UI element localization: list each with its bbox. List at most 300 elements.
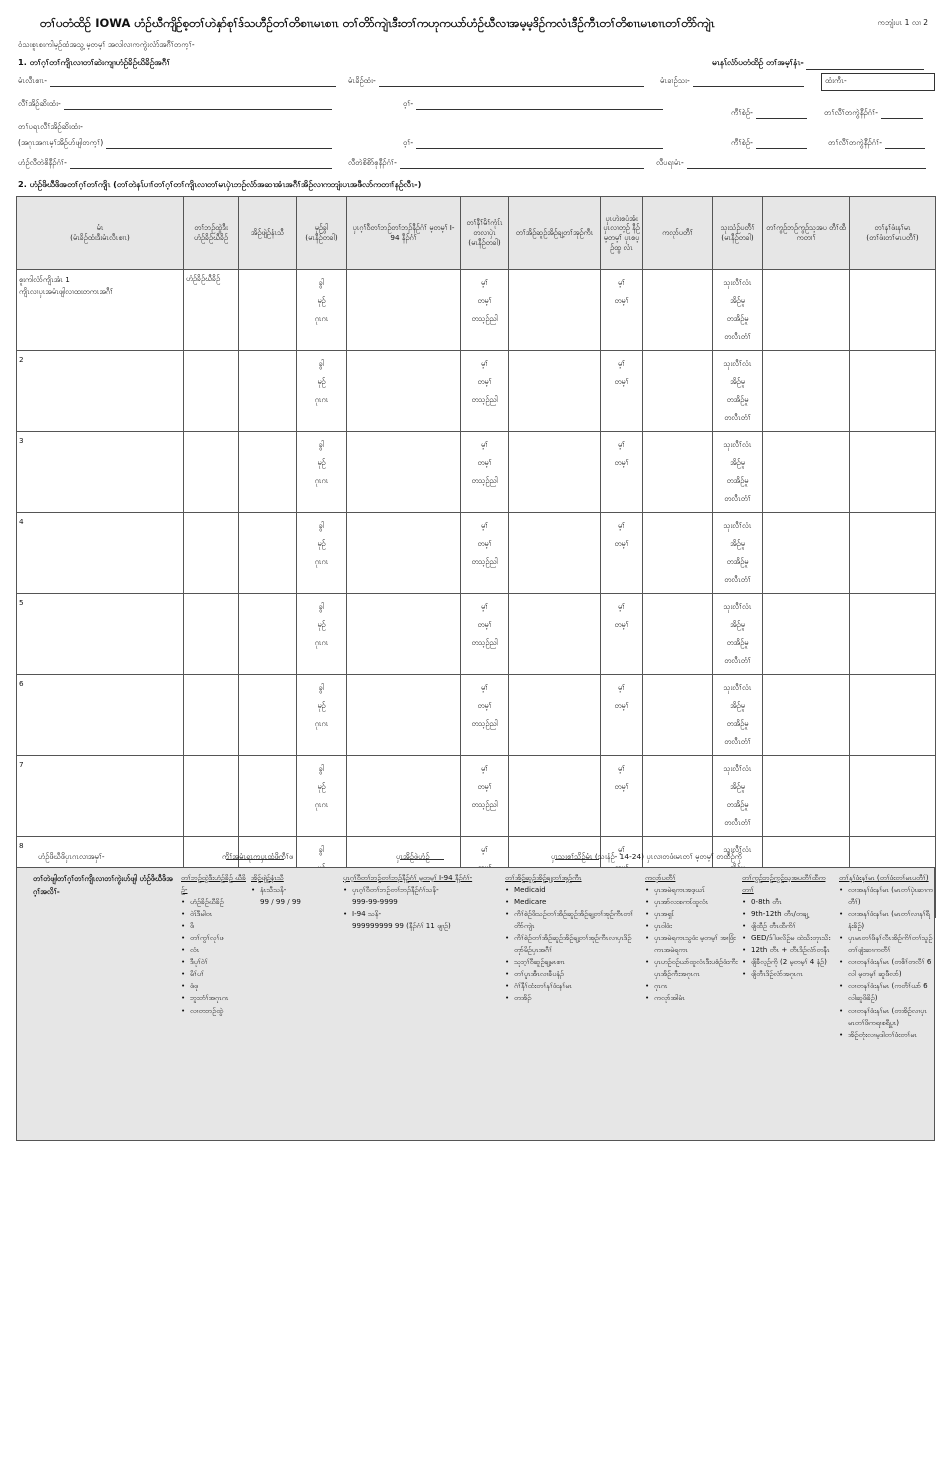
military-option[interactable]: တအိဉ်မူ: [726, 395, 749, 404]
footer-youth-line[interactable]: [555, 852, 599, 860]
first-name-field[interactable]: [348, 76, 644, 87]
legend-ssn-heading: ပှၤဂ့ၢ်ဝီတၢ်ဘဉ်တၢ်ဘၣ်နီဉ်ဂံၢ် မ့တမ့ၢ် I-94 နီၣ်ဂံၢ်-: [343, 873, 473, 882]
legend-health: [505, 872, 641, 1005]
citizen-cell[interactable]: [461, 594, 509, 675]
legend-race-item: • ပှၤအာ်လးစကၤ်ထူလံၤ: [645, 896, 741, 908]
zip-line-1[interactable]: [881, 110, 923, 119]
mailing-address-note: (အဂုၤအဂၤမ့ၢ်အိဉ်ဟ်ဖျါတက့ၢ်): [18, 138, 104, 147]
sex-option[interactable]: ဂုၤဂၤ: [314, 314, 329, 323]
employment-cell[interactable]: [850, 594, 936, 675]
hispanic-option[interactable]: တမ့ၢ်: [614, 539, 629, 548]
sex-option[interactable]: မုဉ်: [317, 782, 326, 791]
education-cell[interactable]: [763, 351, 850, 432]
race-cell[interactable]: [643, 594, 713, 675]
employment-cell[interactable]: [850, 270, 936, 351]
table-row: [17, 513, 936, 594]
col-header-citizen: တၢ်နီၢ်မိၢ်ကုံၤ်ၤ တလၢပှဲၤ (မၤနီဉ်တခါ): [461, 197, 509, 270]
ssn-cell[interactable]: [347, 432, 461, 513]
dob-cell[interactable]: [239, 351, 297, 432]
military-option[interactable]: သုးလီၢ်လံၤ: [723, 440, 752, 449]
name-cell[interactable]: [17, 270, 184, 351]
table-row: [17, 756, 936, 837]
hispanic-option[interactable]: တမ့ၢ်: [614, 458, 629, 467]
footer-language-line[interactable]: [226, 852, 284, 860]
legend-relationship-item: • ဖိ: [181, 920, 249, 932]
address-label: လီၢ်အိဉ်ဆိးထံး-: [18, 99, 61, 108]
zip-label-2: တၢ်လီၢ်တကွဲနီၣ်ဂံၢ်-: [828, 138, 883, 147]
citizen-option[interactable]: မ့ၢ်: [480, 521, 489, 530]
military-option[interactable]: အိဉ်မူ: [730, 296, 745, 305]
legend-employment-item: • လၢတနၢ်ဖံးနၢ်မၤ (တအိဉ်လၢပှၤမၤတၢ်ဖိကရၢစရီပူၤ): [839, 1005, 933, 1029]
col-header-race: ကလုာ်ပတီၢ်: [643, 197, 713, 270]
last-name-field[interactable]: [18, 76, 336, 87]
email-field[interactable]: [656, 158, 926, 169]
legend-health-item: • တၢ်ပူၤအီၤလၢခီပနံၣ်: [505, 968, 641, 980]
hispanic-option[interactable]: တမ့ၢ်: [614, 782, 629, 791]
citizen-cell[interactable]: [461, 675, 509, 756]
hispanic-cell[interactable]: [601, 675, 643, 756]
email-label: လီပရၢမံၤ-: [656, 158, 684, 167]
ssn-cell[interactable]: [347, 675, 461, 756]
military-cell[interactable]: [713, 513, 763, 594]
ssn-cell[interactable]: [347, 270, 461, 351]
dob-cell[interactable]: [239, 432, 297, 513]
citizen-option[interactable]: တသ့ဉ်ညါ: [471, 557, 498, 566]
state-line-2[interactable]: [756, 140, 807, 149]
sex-option[interactable]: မုဉ်: [317, 458, 326, 467]
dob-cell[interactable]: [239, 270, 297, 351]
legend-relationship-heading: တၢ်ဘဉ်ထွဲဒီးဟံဉ်ခိဉ် ဃီခိဉ်-: [181, 873, 246, 895]
hispanic-option[interactable]: တမ့ၢ်: [614, 620, 629, 629]
col-header-education: တၢ်ကွဉ်ဘဉ်ကွဉ်သ့အပ တီၢ်ထီကတၢၢ်: [763, 197, 850, 270]
footer-people-line[interactable]: [400, 852, 444, 860]
relationship-cell[interactable]: [184, 594, 239, 675]
military-option[interactable]: တလီၤတံၢ်: [724, 413, 751, 422]
legend-health-item: • ကိၢ်စဲဉ်တၢ်အိဉ်ဆူဉ်အိဉ်ချ့တၢ်အုဉ်ကီၤလၢပှၤဒိဉ်တုာ်မိဉ်ပှၤအဂီၢ်: [505, 932, 641, 956]
state-field-1[interactable]: [731, 108, 807, 119]
military-option[interactable]: တလီၤတံၢ်: [724, 494, 751, 503]
sex-cell[interactable]: [297, 756, 347, 837]
legend-education-item: • 12th တီၤ + တီၤဒိဉ်လံာ်တနီၤ: [742, 944, 834, 956]
race-cell[interactable]: [643, 756, 713, 837]
last-name-line[interactable]: [50, 78, 336, 87]
education-cell[interactable]: [763, 594, 850, 675]
military-option[interactable]: တအိဉ်မူ: [726, 800, 749, 809]
health-cell[interactable]: [509, 432, 601, 513]
relationship-value: ဟံဉ်ခိဉ်ဃီခိဉ်: [186, 274, 221, 283]
citizen-option[interactable]: မ့ၢ်: [480, 602, 489, 611]
row-number: 5: [19, 598, 24, 607]
employment-cell[interactable]: [850, 432, 936, 513]
state-line-1[interactable]: [756, 110, 807, 119]
military-option[interactable]: တအိဉ်မူ: [726, 557, 749, 566]
legend-dob-item: • နံၤသီသနိ-: [251, 884, 335, 896]
first-name-label: မံၤခိဉ်ထံး-: [348, 76, 376, 85]
military-cell[interactable]: [713, 351, 763, 432]
sex-option[interactable]: ခွါ: [318, 359, 325, 368]
citizen-option[interactable]: တမ့ၢ်: [477, 782, 492, 791]
legend-education-item: • GED/ဒ်ါဖလိဉ်မ ထဲသိးတုၤသိး: [742, 932, 834, 944]
citizen-option[interactable]: တသ့ဉ်ညါ: [471, 314, 498, 323]
military-option[interactable]: တလီၤတံၢ်: [724, 332, 751, 341]
citizen-option[interactable]: မ့ၢ်: [480, 683, 489, 692]
table-row: [17, 675, 936, 756]
citizen-option[interactable]: မ့ၢ်: [480, 440, 489, 449]
mailing-address-label: တၢ်ပရၤလီၢ်အိဉ်ဆိးထံး-: [18, 122, 83, 131]
legend-relationship-item: • ဟံဉ်ခိဉ်ဃီခိဉ်: [181, 896, 249, 908]
citizen-option[interactable]: တသ့ဉ်ညါ: [471, 395, 498, 404]
citizen-option[interactable]: တသ့ဉ်ညါ: [471, 719, 498, 728]
military-option[interactable]: သုးလီၢ်လံၤ: [723, 521, 752, 530]
sex-cell[interactable]: [297, 675, 347, 756]
legend-health-item: • သုးဂ့ၢ်ဝီဆူဉ်ချ့မၤစၢၤ: [505, 956, 641, 968]
military-option[interactable]: တလီၤတံၢ်: [724, 656, 751, 665]
dob-cell[interactable]: [239, 756, 297, 837]
citizen-option[interactable]: တမ့ၢ်: [477, 620, 492, 629]
military-option[interactable]: တအိဉ်မူ: [726, 638, 749, 647]
case-number-line[interactable]: [806, 60, 924, 70]
middle-name-label: မံၤခၢဉ်သး-: [660, 76, 690, 85]
military-cell[interactable]: [713, 594, 763, 675]
employment-cell[interactable]: [850, 351, 936, 432]
health-cell[interactable]: [509, 594, 601, 675]
sex-option[interactable]: ဂုၤဂၤ: [314, 557, 329, 566]
hispanic-cell[interactable]: [601, 513, 643, 594]
home-phone-label: ဟံဉ်လီတဲစိနီၣ်ဂံၢ်-: [18, 158, 67, 167]
col-header-name: မံၤ (မံၤခိဉ်ထံးဒီးမံၤလီၤစၢၤ): [17, 197, 184, 270]
hispanic-cell[interactable]: [601, 594, 643, 675]
hispanic-option[interactable]: တမ့ၢ်: [614, 296, 629, 305]
table-header-row: [17, 197, 936, 270]
legend-relationship-item: • လၢတဘဉ်ထွဲ: [181, 1005, 249, 1017]
military-option[interactable]: တအိဉ်မူ: [726, 476, 749, 485]
hispanic-cell[interactable]: [601, 351, 643, 432]
citizen-option[interactable]: တမ့ၢ်: [477, 296, 492, 305]
legend-education-item: • ဖျိခီလ့ဉ်ကို (2 မ့တမ့ၢ် 4 နံဉ်): [742, 956, 834, 968]
home-phone-field[interactable]: [18, 158, 332, 169]
hispanic-option[interactable]: မ့ၢ်: [617, 602, 626, 611]
military-option[interactable]: တလီၤတံၢ်: [724, 737, 751, 746]
dob-cell[interactable]: [239, 594, 297, 675]
citizen-option[interactable]: တမ့ၢ်: [477, 458, 492, 467]
health-cell[interactable]: [509, 270, 601, 351]
section-2-heading: 2. ဟံဉ်ဖိဃီဖိအတၢ်ဂ့ၢ်တၢ်ကျိၤ (တၢ်တဲနၤ်ပၢၢ်တၢ်ဂ့ၢ်တၢ်ကျိၤလၢတၢ်မၤပှဲၤဘဉ်လံာ်အဆၢအံၤအဂီၢ်အိဉ်လၢကဘျံးပၤအဖီလာ်ကတၢၢ်နဉ်လီၤ-): [18, 179, 422, 189]
citizen-option[interactable]: တမ့ၢ်: [477, 701, 492, 710]
legend-intro: တၢ်တဲဖျါတၢ်ဂ့ၢ်တၢ်ကျိၤလၢတၢ်ကွဲးဟ်ဖျါ ဟံဉ်ဖိဃီဖိအဂ့ၢ်အလိၢ်-: [33, 874, 173, 897]
relationship-cell[interactable]: [184, 270, 239, 351]
address-line[interactable]: [64, 101, 332, 110]
legend-employment: [839, 872, 933, 1041]
citizen-option[interactable]: မ့ၢ်: [480, 845, 489, 854]
name-cell[interactable]: [17, 513, 184, 594]
legend-race: [645, 872, 741, 1005]
legend-employment-item: • လၢတနၢ်ဖံးနၢ်မၤ (ကတိၢ်ယာ် 6 လါဆူဖိခိဉ်): [839, 980, 933, 1004]
email-line[interactable]: [687, 160, 926, 169]
sex-option[interactable]: ခွါ: [318, 278, 325, 287]
row-number: 3: [19, 436, 24, 445]
military-option[interactable]: တအိဉ်မူ: [726, 719, 749, 728]
work-phone-field[interactable]: [348, 158, 644, 169]
legend-health-item: • ဂံၢ်နီၢ်ထံးတၢ်နၢ်ဖံးနၢ်မၤ: [505, 980, 641, 992]
relationship-cell[interactable]: [184, 513, 239, 594]
legend-relationship-item: • လံၤ: [181, 944, 249, 956]
citizen-option[interactable]: မ့ၢ်: [480, 278, 489, 287]
col-header-relationship: တၢ်ဘဉ်ထွဲဒီး ဟံဉ်ခိဉ်ဃီခိဉ်: [184, 197, 239, 270]
ssn-cell[interactable]: [347, 756, 461, 837]
table-row: [17, 351, 936, 432]
city-label-2: ဝ့ၢ်-: [403, 138, 414, 147]
military-option[interactable]: တအိဉ်မူ: [726, 314, 749, 323]
col-header-dob: အိဉ်ဖျဲဉ်နံၤသီ: [239, 197, 297, 270]
military-option[interactable]: အိဉ်မူ: [730, 782, 745, 791]
sex-option[interactable]: မုဉ်: [317, 377, 326, 386]
footer-youth-label: ပှၤသးစၢ်သိဉ်မံၤ (သးနံဉ်- 14-24) ပှၤလၢတဖံးမၤတၢ် မ့တမ့ၢ် တထိဉ်ကို: [551, 852, 742, 861]
zip-field-1[interactable]: [824, 108, 923, 119]
hispanic-option[interactable]: မ့ၢ်: [617, 683, 626, 692]
military-option[interactable]: အိဉ်မူ: [730, 620, 745, 629]
legend-race-list: [645, 884, 741, 1004]
col-header-health: တၢ်အိဉ်ဆူဉ်အိဉ်ချ့တၢ်အုဉ်ကီၤ: [509, 197, 601, 270]
legend-race-item: • ပှၤအရှၤ်: [645, 908, 741, 920]
sex-option[interactable]: မုဉ်: [317, 296, 326, 305]
legend-employment-item: • လၢအနၢ်ဖံးနၢ်မၤ (မၤတၢ်လၢနၢ်ရီနံးခိဉ်): [839, 908, 933, 932]
table-row: [17, 270, 936, 351]
name-cell[interactable]: [17, 351, 184, 432]
name-cell[interactable]: [17, 594, 184, 675]
education-cell[interactable]: [763, 270, 850, 351]
legend-health-heading: တၢ်အိဉ်ဆူဉ်အိဉ်ချ့တၢ်အုဉ်ကီၤ: [505, 873, 582, 882]
military-option[interactable]: အိဉ်မူ: [730, 539, 745, 548]
citizen-option[interactable]: တသ့ဉ်ညါ: [471, 800, 498, 809]
first-name-line[interactable]: [379, 78, 644, 87]
sex-cell[interactable]: [297, 513, 347, 594]
military-option[interactable]: သုးလီၢ်လံၤ: [723, 764, 752, 773]
city-field-1[interactable]: [403, 99, 663, 110]
citizen-option[interactable]: တသ့ဉ်ညါ: [471, 476, 498, 485]
hispanic-option[interactable]: မ့ၢ်: [617, 764, 626, 773]
legend-employment-list: [839, 884, 933, 1041]
citizen-cell[interactable]: [461, 513, 509, 594]
zip-label-1: တၢ်လီၢ်တကွဲနီၣ်ဂံၢ်-: [824, 108, 879, 117]
work-phone-label: လီတဲစိစိာ်စုနီၣ်ဂံၢ်-: [348, 158, 397, 167]
legend-race-item: • ပှၤဟဉ်ဝဉ်ယာ်ထူလံၤဒီးပစံဉ်ဖံးကီးပှၤအိဉ်ကီးအဂုၤဂၤ: [645, 956, 741, 980]
education-cell[interactable]: [763, 756, 850, 837]
military-option[interactable]: သုးလီၢ်လံၤ: [723, 845, 752, 854]
legend-education-heading: တၢ်ကွဉ်ဘဉ်ကွဉ်သ့အပတီၢ်ထီကတၢၢ်: [742, 873, 826, 895]
sex-option[interactable]: ခွါ: [318, 602, 325, 611]
military-option[interactable]: တလီၤတံၢ်: [724, 818, 751, 827]
row-example-note: ကျိၤလၢပှၤအမံၤဖျါလၢထးတကၤအဂီၢ်: [19, 286, 114, 296]
dob-cell[interactable]: [239, 675, 297, 756]
dob-cell[interactable]: [239, 513, 297, 594]
hispanic-cell[interactable]: [601, 270, 643, 351]
hispanic-option[interactable]: တမ့ၢ်: [614, 377, 629, 386]
citizen-option[interactable]: တသ့ဉ်ညါ: [471, 638, 498, 647]
form-title: တၢ်ပတံထိဉ် IOWA ဟံဉ်ဃီကျိဉ်စ့တၢ်ဟဲနှာ်စုၢ်ဒ်သဟီဉ်တၢ်တိစၢၤမၤစၢၤ တၢ်တိာ်ကျဲၤဒီးတၢ်ကဟုကယာ်ဟံဉ်ဃီလၢအမ့မ့ဒိဉ်ကလံၤဒီဉ်ကီၤတၢ်တိစၢၤမၤစၢၤတၢ်တိာ်ကျဲၤ: [40, 16, 715, 30]
case-number-field[interactable]: [712, 57, 924, 70]
sex-option[interactable]: ခွါ: [318, 845, 325, 854]
citizen-option[interactable]: တမ့ၢ်: [477, 377, 492, 386]
sex-option[interactable]: ဂုၤဂၤ: [314, 638, 329, 647]
col-header-military: သုးသံဉ်ပတီၢ် (မၤနီဉ်တခါ): [713, 197, 763, 270]
ssn-cell[interactable]: [347, 351, 461, 432]
city-field-2[interactable]: [403, 138, 663, 149]
sex-option[interactable]: ခွါ: [318, 764, 325, 773]
legend-relationship-item: • တၢ်ကွၢ်လုၢ်ဖ: [181, 932, 249, 944]
military-option[interactable]: သုးလီၢ်လံၤ: [723, 278, 752, 287]
col-header-sex: မုဉ်ခွါ (မၤနီဉ်တခါ): [297, 197, 347, 270]
legend-ssn: [343, 872, 503, 932]
sex-option[interactable]: မုဉ်: [317, 539, 326, 548]
sex-option[interactable]: ဂုၤဂၤ: [314, 800, 329, 809]
citizen-option[interactable]: တမ့ၢ်: [477, 539, 492, 548]
legend-race-item: • ပှၤဝါဖံး: [645, 920, 741, 932]
military-cell[interactable]: [713, 432, 763, 513]
page-number: ကဘျံးပၤ 1 လၢ 2: [877, 18, 928, 27]
race-cell[interactable]: [643, 351, 713, 432]
citizen-cell[interactable]: [461, 351, 509, 432]
mailing-address-line[interactable]: [106, 140, 332, 149]
employment-cell[interactable]: [850, 675, 936, 756]
military-option[interactable]: အိဉ်မူ: [730, 377, 745, 386]
legend-relationship: [181, 872, 249, 1017]
employment-cell[interactable]: [850, 513, 936, 594]
legend-ssn-format: 999-99-9999: [352, 897, 398, 907]
city-line-1[interactable]: [416, 101, 663, 110]
citizen-cell[interactable]: [461, 432, 509, 513]
health-cell[interactable]: [509, 351, 601, 432]
date-label: ထံးကီၤ-: [825, 76, 847, 85]
name-cell[interactable]: [17, 432, 184, 513]
military-cell[interactable]: [713, 270, 763, 351]
military-option[interactable]: သုးလီၢ်လံၤ: [723, 359, 752, 368]
ssn-cell[interactable]: [347, 513, 461, 594]
row-number: 7: [19, 760, 24, 769]
employment-cell[interactable]: [850, 756, 936, 837]
legend-employment-item: • အိဉ်တုံးလၢမ့ဒါတၢ်ဖံးတၢ်မၤ: [839, 1029, 933, 1041]
sex-option[interactable]: ဂုၤဂၤ: [314, 395, 329, 404]
relationship-cell[interactable]: [184, 756, 239, 837]
relationship-cell[interactable]: [184, 432, 239, 513]
health-cell[interactable]: [509, 675, 601, 756]
health-cell[interactable]: [509, 513, 601, 594]
footer-language-label: ကိၢ်အမံၤရၤကပှၤထံဖိကီၢ်ဖ: [222, 852, 294, 861]
relationship-cell[interactable]: [184, 675, 239, 756]
legend-health-item: • တအိၣ်: [505, 992, 641, 1004]
sex-option[interactable]: ခွါ: [318, 521, 325, 530]
mailing-address-field[interactable]: [18, 138, 332, 149]
military-option[interactable]: အိဉ်မူ: [730, 701, 745, 710]
military-option[interactable]: သုးလီၢ်လံၤ: [723, 683, 752, 692]
relationship-cell[interactable]: [184, 351, 239, 432]
hispanic-option[interactable]: မ့ၢ်: [617, 440, 626, 449]
work-phone-line[interactable]: [400, 160, 644, 169]
legend-relationship-item: • ဘူးတံၢ်အဂုၤဂၤ: [181, 992, 249, 1004]
race-cell[interactable]: [643, 675, 713, 756]
legend-employment-item: • ပှၤမၤတၢ်ဖိနၢ်လီၤအိဉ်ကိၢ်တၢ်သူဉ်တၢ်ဖျံးဆၢကတီၢ်: [839, 932, 933, 956]
row-example-name: စူးကါလံာ်ကျိၤအံၤ 1: [19, 275, 70, 284]
state-label-2: ကီၢ်စဲဉ်-: [731, 138, 753, 147]
hispanic-option[interactable]: မ့ၢ်: [617, 359, 626, 368]
legend-health-item: • ကိၢ်စဲဉ်ဖိသဉ်တၢ်အိဉ်ဆူဉ်အိဉ်ချ့တၢ်အုဉ်ကီၤတၢ်တိာ်ကျဲၤ: [505, 908, 641, 932]
hispanic-cell[interactable]: [601, 432, 643, 513]
zip-field-2[interactable]: [828, 138, 925, 149]
citizen-option[interactable]: မ့ၢ်: [480, 359, 489, 368]
sex-option[interactable]: ဂုၤဂၤ: [314, 476, 329, 485]
sex-cell[interactable]: [297, 594, 347, 675]
legend-education-item: • ဖျိထီဉ် တီၤထီကိၢ်: [742, 920, 834, 932]
legend-health-item: • Medicare: [505, 896, 641, 908]
sex-cell[interactable]: [297, 270, 347, 351]
name-cell[interactable]: [17, 756, 184, 837]
state-field-2[interactable]: [731, 138, 807, 149]
legend-i94-format: 999999999 99 (နီၣ်ဂံၢ် 11 ဖျၢဉ်): [352, 921, 451, 931]
military-option[interactable]: အိဉ်မူ: [730, 458, 745, 467]
form-instructions: ဝံသးစူၤစးကါမ့ဉ်ထံအသွ့ မ့တမ့ၢ် အလါလၢကကွဲးလံာ်အဂီၢ်တက့ၢ်-: [18, 40, 195, 49]
state-label-1: ကီၢ်စဲဉ်-: [731, 108, 753, 117]
sex-cell[interactable]: [297, 432, 347, 513]
hispanic-cell[interactable]: [601, 756, 643, 837]
legend-dob-heading: အိဉ်ဖျဲဉ်နံၤသီ: [251, 873, 284, 882]
race-cell[interactable]: [643, 513, 713, 594]
table-row: [17, 594, 936, 675]
sex-option[interactable]: ခွါ: [318, 440, 325, 449]
hispanic-option[interactable]: မ့ၢ်: [617, 845, 626, 854]
name-cell[interactable]: [17, 675, 184, 756]
sex-option[interactable]: မုဉ်: [317, 701, 326, 710]
middle-name-field[interactable]: [660, 76, 804, 87]
sex-cell[interactable]: [297, 351, 347, 432]
sex-option[interactable]: ခွါ: [318, 683, 325, 692]
row-number: 8: [19, 841, 24, 850]
legend-dob-format: 99 / 99 / 99: [260, 897, 301, 907]
race-cell[interactable]: [643, 270, 713, 351]
hispanic-option[interactable]: တမ့ၢ်: [614, 701, 629, 710]
ssn-cell[interactable]: [347, 594, 461, 675]
citizen-cell[interactable]: [461, 756, 509, 837]
legend-relationship-item: • မိၢ်ပၢ်: [181, 968, 249, 980]
military-option[interactable]: တလီၤတံၢ်: [724, 575, 751, 584]
education-cell[interactable]: [763, 675, 850, 756]
race-cell[interactable]: [643, 432, 713, 513]
legend-race-item: • ဂုၤဂၤ: [645, 980, 741, 992]
section-1-heading: 1. တၢ်ဂ့ၢ်တၢ်ကျိၤလၢတၢ်ဆဲးကျၢဟံဉ်ခိဉ်ဃိခိဉ်အဂီၢ်: [18, 57, 170, 67]
military-option[interactable]: သုးလီၢ်လံၤ: [723, 602, 752, 611]
health-cell[interactable]: [509, 756, 601, 837]
legend-education-item: • ဖျိတီၤဒိဉ်လံာ်အဂုၤဂၤ: [742, 968, 834, 980]
education-cell[interactable]: [763, 432, 850, 513]
sex-option[interactable]: ဂုၤဂၤ: [314, 719, 329, 728]
middle-name-line[interactable]: [693, 78, 804, 87]
military-cell[interactable]: [713, 756, 763, 837]
legend-health-list: [505, 884, 641, 1004]
home-phone-line[interactable]: [70, 160, 332, 169]
hispanic-option[interactable]: မ့ၢ်: [617, 521, 626, 530]
city-line-2[interactable]: [416, 140, 663, 149]
legend-education-item: • 0-8th တီၤ: [742, 896, 834, 908]
row-number: 4: [19, 517, 24, 526]
education-cell[interactable]: [763, 513, 850, 594]
citizen-cell[interactable]: [461, 270, 509, 351]
military-cell[interactable]: [713, 675, 763, 756]
legend-education-list: [742, 896, 834, 980]
address-field[interactable]: [18, 99, 332, 110]
sex-option[interactable]: မုဉ်: [317, 620, 326, 629]
zip-line-2[interactable]: [885, 140, 925, 149]
hispanic-option[interactable]: မ့ၢ်: [617, 278, 626, 287]
date-box[interactable]: [821, 73, 935, 91]
citizen-option[interactable]: မ့ၢ်: [480, 764, 489, 773]
